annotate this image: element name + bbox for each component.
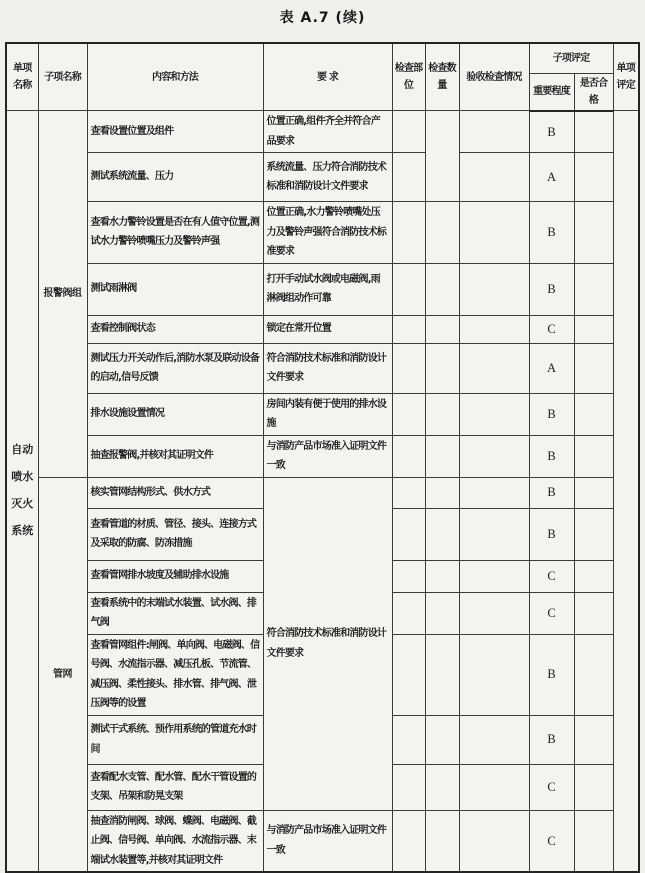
table-row bbox=[6, 111, 639, 153]
cell-importance: B bbox=[529, 111, 574, 153]
header-unit-eval: 单项评定 bbox=[613, 43, 639, 111]
cell-importance: B bbox=[529, 202, 574, 264]
table-row bbox=[6, 315, 639, 343]
cell-qualified bbox=[574, 202, 613, 264]
header-requirement: 要 求 bbox=[263, 43, 392, 111]
cell-acceptance bbox=[459, 508, 529, 560]
cell-content: 查看管网排水坡度及辅助排水设施 bbox=[87, 560, 263, 592]
cell-acceptance bbox=[459, 153, 529, 202]
cell-acceptance bbox=[459, 764, 529, 810]
cell-importance: C bbox=[529, 592, 574, 634]
cell-acceptance bbox=[459, 477, 529, 508]
cell-qualified bbox=[574, 343, 613, 393]
cell-importance: A bbox=[529, 343, 574, 393]
cell-qualified bbox=[574, 508, 613, 560]
cell-content: 测试雨淋阀 bbox=[87, 263, 263, 315]
cell-importance: B bbox=[529, 634, 574, 715]
table-row bbox=[6, 343, 639, 393]
cell-requirement: 符合消防技术标准和消防设计文件要求 bbox=[263, 343, 392, 393]
cell-check-qty bbox=[425, 393, 459, 435]
cell-check-qty bbox=[425, 343, 459, 393]
cell-unit-eval bbox=[613, 111, 639, 873]
cell-requirement: 房间内装有便于使用的排水设施 bbox=[263, 393, 392, 435]
cell-content: 查看设置位置及组件 bbox=[87, 111, 263, 153]
cell-check-qty bbox=[425, 508, 459, 560]
cell-requirement: 打开手动试水阀或电磁阀,雨淋阀组动作可靠 bbox=[263, 263, 392, 315]
cell-qualified bbox=[574, 810, 613, 872]
cell-acceptance bbox=[459, 634, 529, 715]
header-check-part: 检查部位 bbox=[392, 43, 425, 111]
cell-content: 查看配水支管、配水管、配水干管设置的支架、吊架和防晃支架 bbox=[87, 764, 263, 810]
cell-qualified bbox=[574, 263, 613, 315]
cell-acceptance bbox=[459, 592, 529, 634]
cell-importance: B bbox=[529, 508, 574, 560]
cell-acceptance bbox=[459, 263, 529, 315]
cell-group-alarm-valve: 报警阀组 bbox=[38, 111, 87, 478]
cell-check-part bbox=[392, 634, 425, 715]
cell-importance: C bbox=[529, 810, 574, 872]
cell-check-qty bbox=[425, 592, 459, 634]
cell-acceptance bbox=[459, 315, 529, 343]
header-sub-name: 子项名称 bbox=[38, 43, 87, 111]
header-content-method: 内容和方法 bbox=[87, 43, 263, 111]
cell-check-part bbox=[392, 764, 425, 810]
cell-qualified bbox=[574, 560, 613, 592]
cell-check-part bbox=[392, 477, 425, 508]
cell-requirement: 位置正确,组件齐全并符合产品要求 bbox=[263, 111, 392, 153]
cell-content: 查看控制阀状态 bbox=[87, 315, 263, 343]
cell-acceptance bbox=[459, 560, 529, 592]
cell-acceptance bbox=[459, 810, 529, 872]
table-row bbox=[6, 393, 639, 435]
cell-content: 查看水力警铃设置是否在有人值守位置,测试水力警铃喷嘴压力及警铃声强 bbox=[87, 202, 263, 264]
cell-check-qty bbox=[425, 477, 459, 508]
header-acceptance: 验收检查情况 bbox=[459, 43, 529, 111]
cell-acceptance bbox=[459, 202, 529, 264]
cell-qualified bbox=[574, 393, 613, 435]
header-unit-name: 单项名称 bbox=[6, 43, 38, 111]
cell-content: 抽查报警阀,并核对其证明文件 bbox=[87, 435, 263, 477]
cell-check-part bbox=[392, 435, 425, 477]
cell-content: 测试干式系统、预作用系统的管道充水时间 bbox=[87, 715, 263, 764]
cell-check-qty bbox=[425, 560, 459, 592]
header-importance: 重要程度 bbox=[529, 73, 574, 111]
cell-content: 排水设施设置情况 bbox=[87, 393, 263, 435]
cell-check-qty bbox=[425, 111, 459, 202]
table-title: 表 A.7 (续) bbox=[279, 10, 366, 26]
cell-group-pipe-network: 管网 bbox=[38, 477, 87, 872]
header-qualified: 是否合格 bbox=[574, 73, 613, 111]
cell-importance: C bbox=[529, 315, 574, 343]
cell-importance: B bbox=[529, 393, 574, 435]
header-sub-eval: 子项评定 bbox=[529, 43, 613, 73]
cell-check-part bbox=[392, 263, 425, 315]
table-row bbox=[6, 477, 639, 508]
cell-qualified bbox=[574, 435, 613, 477]
cell-qualified bbox=[574, 315, 613, 343]
cell-requirement: 系统流量、压力符合消防技术标准和消防设计文件要求 bbox=[263, 153, 392, 202]
cell-check-part bbox=[392, 560, 425, 592]
cell-qualified bbox=[574, 634, 613, 715]
cell-acceptance bbox=[459, 715, 529, 764]
cell-requirement: 位置正确,水力警铃喷嘴处压力及警铃声强符合消防技术标准要求 bbox=[263, 202, 392, 264]
cell-content: 测试系统流量、压力 bbox=[87, 153, 263, 202]
cell-acceptance bbox=[459, 343, 529, 393]
cell-check-part bbox=[392, 315, 425, 343]
cell-importance: C bbox=[529, 764, 574, 810]
cell-content: 查看管道的材质、管径、接头、连接方式及采取的防腐、防冻措施 bbox=[87, 508, 263, 560]
cell-qualified bbox=[574, 764, 613, 810]
cell-requirement-merged: 符合消防技术标准和消防设计文件要求 bbox=[263, 477, 392, 810]
header-check-qty: 检查数量 bbox=[425, 43, 459, 111]
cell-requirement: 与消防产品市场准入证明文件一致 bbox=[263, 810, 392, 872]
cell-check-part bbox=[392, 343, 425, 393]
cell-content: 查看管网组件:闸阀、单向阀、电磁阀、信号阀、水流指示器、减压孔板、节流管、减压阀、柔性接头、排水管、排气阀、泄压阀等的设置 bbox=[87, 634, 263, 715]
table-row bbox=[6, 202, 639, 264]
cell-qualified bbox=[574, 111, 613, 153]
cell-qualified bbox=[574, 477, 613, 508]
cell-importance: B bbox=[529, 263, 574, 315]
cell-content: 抽查消防闸阀、球阀、蝶阀、电磁阀、截止阀、信号阀、单向阀、水流指示器、末端试水装置等,并核对其证明文件 bbox=[87, 810, 263, 872]
cell-check-qty bbox=[425, 764, 459, 810]
cell-check-part bbox=[392, 202, 425, 264]
cell-qualified bbox=[574, 715, 613, 764]
cell-check-part bbox=[392, 592, 425, 634]
cell-importance: B bbox=[529, 435, 574, 477]
cell-importance: A bbox=[529, 153, 574, 202]
cell-acceptance bbox=[459, 393, 529, 435]
cell-acceptance bbox=[459, 435, 529, 477]
cell-check-qty bbox=[425, 202, 459, 264]
cell-check-qty bbox=[425, 435, 459, 477]
cell-check-part bbox=[392, 111, 425, 153]
cell-check-part bbox=[392, 153, 425, 202]
cell-content: 测试压力开关动作后,消防水泵及联动设备的启动,信号反馈 bbox=[87, 343, 263, 393]
cell-acceptance bbox=[459, 111, 529, 153]
table-row bbox=[6, 435, 639, 477]
cell-importance: B bbox=[529, 477, 574, 508]
cell-check-part bbox=[392, 508, 425, 560]
cell-requirement: 与消防产品市场准入证明文件一致 bbox=[263, 435, 392, 477]
cell-requirement: 锁定在常开位置 bbox=[263, 315, 392, 343]
cell-check-part bbox=[392, 715, 425, 764]
cell-importance: B bbox=[529, 715, 574, 764]
cell-qualified bbox=[574, 153, 613, 202]
cell-check-qty bbox=[425, 810, 459, 872]
cell-check-qty bbox=[425, 634, 459, 715]
cell-check-part bbox=[392, 393, 425, 435]
header-row-1 bbox=[6, 43, 639, 73]
cell-check-qty bbox=[425, 263, 459, 315]
inspection-table bbox=[5, 42, 640, 873]
cell-system-name: 自动喷水灭火系统 bbox=[6, 111, 38, 873]
table-row bbox=[6, 263, 639, 315]
cell-importance: C bbox=[529, 560, 574, 592]
cell-content: 查看系统中的末端试水装置、试水阀、排气阀 bbox=[87, 592, 263, 634]
table-row bbox=[6, 810, 639, 872]
table-row bbox=[6, 153, 639, 202]
cell-qualified bbox=[574, 592, 613, 634]
cell-check-part bbox=[392, 810, 425, 872]
cell-check-qty bbox=[425, 315, 459, 343]
cell-check-qty bbox=[425, 715, 459, 764]
cell-content: 核实管网结构形式、供水方式 bbox=[87, 477, 263, 508]
